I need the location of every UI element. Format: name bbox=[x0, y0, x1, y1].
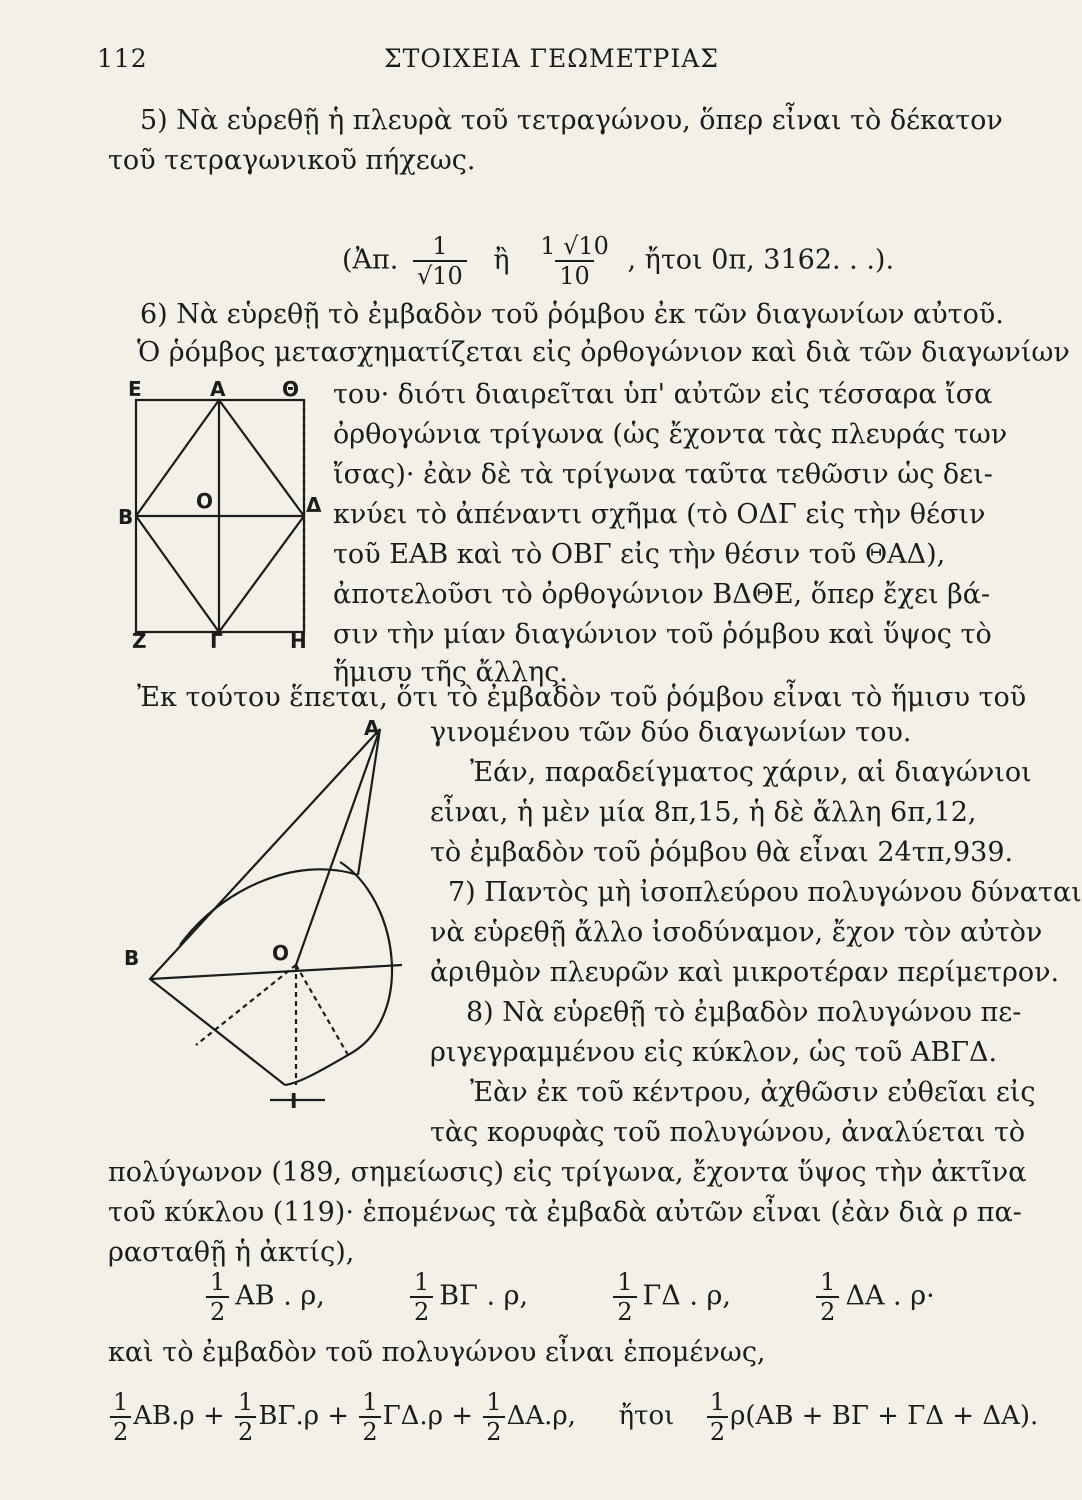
problem-6-line-13: Ἐάν, παραδείγματος χάριν, αἱ διαγώνιοι bbox=[470, 757, 1032, 788]
frac-denominator: 2 bbox=[359, 1416, 380, 1446]
problem-8-line-2: ριγεγραμμένου εἰς κύκλον, ὡς τοῦ ΑΒΓΔ. bbox=[430, 1037, 998, 1068]
fig1-label-z: Ζ bbox=[132, 629, 147, 653]
page-number: 112 bbox=[97, 44, 148, 73]
sum-final: ρ(ΑΒ + ΒΓ + ΓΔ + ΔΑ). bbox=[730, 1401, 1039, 1431]
problem-7-line-2: νὰ εὑρεθῇ ἄλλο ἰσοδύναμον, ἔχον τὸν αὐτὸν bbox=[430, 917, 1043, 948]
frac-denominator: 2 bbox=[483, 1416, 504, 1446]
problem-8-line-8: καὶ τὸ ἐμβαδὸν τοῦ πολυγώνου εἶναι ἑπομένως, bbox=[108, 1337, 766, 1368]
fig2-label-a: Α bbox=[364, 716, 380, 740]
frac-numerator: 1 bbox=[113, 1388, 129, 1416]
sum-gd: ΓΔ.ρ + bbox=[382, 1401, 474, 1431]
answer-suffix: , ἤτοι 0π, 3162. . .). bbox=[627, 244, 895, 276]
term-ab: ΑΒ . ρ, bbox=[235, 1280, 325, 1312]
fig1-label-theta: Θ bbox=[282, 377, 300, 401]
problem-8-line-4: τὰς κορυφὰς τοῦ πολυγώνου, ἀναλύεται τὸ bbox=[430, 1117, 1026, 1148]
sum-word: ἤτοι bbox=[618, 1401, 675, 1431]
problem-6-line-12: γινομένου τῶν δύο διαγωνίων του. bbox=[430, 717, 912, 748]
radius-to-g bbox=[196, 965, 296, 1045]
frac-numerator: 1 bbox=[432, 232, 448, 260]
problem-7-line-3: ἀριθμὸν πλευρῶν καὶ μικροτέραν περίμετρον. bbox=[430, 957, 1060, 988]
frac-denominator: 2 bbox=[613, 1296, 636, 1326]
problem-8-line-5: πολύγωνον (189, σημείωσις) εἰς τρίγωνα, ἔχοντα ὕψος τὴν ἀκτῖνα bbox=[108, 1157, 1027, 1188]
fig1-label-h: Η bbox=[290, 629, 307, 653]
frac-numerator: 1 bbox=[709, 1388, 726, 1416]
half-fraction bbox=[359, 1388, 380, 1446]
problem-8-line-3: Ἐὰν ἐκ τοῦ κέντρου, ἀχθῶσιν εὐθεῖαι εἰς bbox=[470, 1077, 1036, 1108]
frac-denominator: 2 bbox=[206, 1296, 229, 1326]
area-sum-row bbox=[108, 1388, 1038, 1446]
frac-denominator: 2 bbox=[235, 1416, 256, 1446]
problem-7-line-1: 7) Παντὸς μὴ ἰσοπλεύρου πολυγώνου δύναται bbox=[448, 877, 1082, 908]
term-bg: ΒΓ . ρ, bbox=[439, 1280, 529, 1312]
problem-6-line-6: κνύει τὸ ἀπέναντι σχῆμα (τὸ ΟΔΓ εἰς τὴν θέσιν bbox=[333, 499, 986, 530]
problem-6-line-10: ἥμισυ τῆς ἄλλης. bbox=[333, 657, 568, 688]
frac-numerator: 1 bbox=[617, 1268, 633, 1296]
fig2-label-b: Β bbox=[124, 946, 140, 970]
fig1-label-b: Β bbox=[118, 505, 134, 529]
frac-numerator: 1 bbox=[820, 1268, 836, 1296]
problem-6-line-4: ὀρθογώνια τρίγωνα (ὡς ἔχοντα τὰς πλευράς των bbox=[333, 419, 1008, 450]
term-gd: ΓΔ . ρ, bbox=[642, 1280, 731, 1312]
frac-denominator: 2 bbox=[707, 1416, 728, 1446]
polygon-sides bbox=[150, 729, 380, 1085]
half-fraction bbox=[816, 1268, 839, 1326]
sum-bg: ΒΓ.ρ + bbox=[258, 1401, 350, 1431]
term-da: ΔΑ . ρ· bbox=[845, 1280, 935, 1312]
frac-numerator: 1 bbox=[362, 1388, 378, 1416]
half-fraction bbox=[483, 1388, 504, 1446]
problem-6-line-1: 6) Νὰ εὑρεθῇ τὸ ἐμβαδὸν τοῦ ῥόμβου ἐκ τῶν διαγωνίων αὐτοῦ. bbox=[140, 299, 1004, 330]
problem-6-line-3: του· διότι διαιρεῖται ὑπ' αὐτῶν εἰς τέσσαρα ἴσα bbox=[333, 379, 993, 410]
problem-8-line-7: ρασταθῇ ἡ ἀκτίς), bbox=[108, 1237, 355, 1268]
fraction-sqrt10-over-10 bbox=[536, 232, 613, 290]
problem-5-line-1: 5) Νὰ εὑρεθῇ ἡ πλευρὰ τοῦ τετραγώνου, ὅπερ εἶναι τὸ δέκατον bbox=[140, 105, 1003, 136]
problem-6-line-9: σιν τὴν μίαν διαγώνιον τοῦ ῥόμβου καὶ ὕψος τὸ bbox=[333, 619, 992, 650]
frac-numerator: 1 √10 bbox=[540, 232, 609, 260]
fraction-one-over-sqrt10 bbox=[413, 232, 467, 290]
running-title: ΣΤΟΙΧΕΙΑ ΓΕΩΜΕΤΡΙΑΣ bbox=[384, 44, 719, 73]
problem-6-line-7: τοῦ ΕΑΒ καὶ τὸ ΟΒΓ εἰς τὴν θέσιν τοῦ ΘΑΔ), bbox=[333, 539, 946, 570]
half-fraction bbox=[613, 1268, 636, 1326]
frac-denominator: 2 bbox=[410, 1296, 433, 1326]
half-fraction bbox=[206, 1268, 229, 1326]
half-fraction bbox=[410, 1268, 433, 1326]
fig2-label-o: Ο bbox=[272, 941, 290, 965]
fig2-label-i: Ι bbox=[290, 1089, 298, 1113]
problem-8-line-6: τοῦ κύκλου (119)· ἑπομένως τὰ ἐμβαδὰ αὐτῶν εἶναι (ἐὰν διὰ ρ πα- bbox=[108, 1197, 1022, 1228]
half-fraction bbox=[707, 1388, 728, 1446]
problem-6-line-11: Ἐκ τούτου ἕπεται, ὅτι τὸ ἐμβαδὸν τοῦ ῥόμβου εἶναι τὸ ἥμισυ τοῦ bbox=[137, 682, 1027, 713]
frac-denominator: √10 bbox=[413, 260, 467, 290]
frac-numerator: 1 bbox=[210, 1268, 226, 1296]
problem-5-answer bbox=[342, 232, 894, 290]
sum-da: ΔΑ.ρ, bbox=[506, 1401, 576, 1431]
sum-ab: ΑΒ.ρ + bbox=[133, 1401, 225, 1431]
problem-6-line-14: εἶναι, ἡ μὲν μία 8π,15, ἡ δὲ ἄλλη 6π,12, bbox=[430, 797, 977, 828]
fig1-label-o: Ο bbox=[196, 489, 214, 513]
or-word: ἢ bbox=[493, 244, 510, 276]
frac-numerator: 1 bbox=[238, 1388, 254, 1416]
radius-to-d bbox=[296, 965, 348, 1055]
problem-5-line-2: τοῦ τετραγωνικοῦ πήχεως. bbox=[108, 145, 476, 176]
frac-denominator: 10 bbox=[555, 260, 594, 290]
frac-denominator: 2 bbox=[110, 1416, 131, 1446]
frac-numerator: 1 bbox=[414, 1268, 430, 1296]
figure-circumscribed-polygon bbox=[110, 715, 430, 1113]
radius-to-b bbox=[150, 965, 402, 979]
fig1-label-e: Ε bbox=[128, 377, 142, 401]
radius-to-a bbox=[296, 729, 380, 965]
frac-numerator: 1 bbox=[486, 1388, 502, 1416]
frac-denominator: 2 bbox=[816, 1296, 839, 1326]
circle-arc-upper bbox=[180, 869, 358, 945]
problem-6-line-15: τὸ ἐμβαδὸν τοῦ ῥόμβου θὰ εἶναι 24τπ,939. bbox=[430, 837, 1014, 868]
area-terms-row bbox=[200, 1268, 935, 1326]
problem-6-line-5: ἴσας)· ἐὰν δὲ τὰ τρίγωνα ταῦτα τεθῶσιν ὡς δει- bbox=[333, 459, 993, 490]
problem-8-line-1: 8) Νὰ εὑρεθῇ τὸ ἐμβαδὸν πολυγώνου πε- bbox=[466, 997, 1022, 1028]
half-fraction bbox=[235, 1388, 256, 1446]
answer-prefix: (Ἀπ. bbox=[342, 244, 399, 276]
half-fraction bbox=[110, 1388, 131, 1446]
problem-6-line-2: Ὁ ῥόμβος μετασχηματίζεται εἰς ὀρθογώνιον καὶ διὰ τῶν διαγωνίων bbox=[137, 337, 1070, 368]
fig1-label-a: Α bbox=[210, 377, 226, 401]
fig1-label-gamma: Γ bbox=[210, 629, 223, 653]
fig1-label-delta: Δ bbox=[306, 493, 322, 517]
figure-rhombus-rectangle bbox=[118, 377, 322, 653]
problem-6-line-8: ἀποτελοῦσι τὸ ὀρθογώνιον ΒΔΘΕ, ὅπερ ἔχει βά- bbox=[333, 579, 991, 610]
